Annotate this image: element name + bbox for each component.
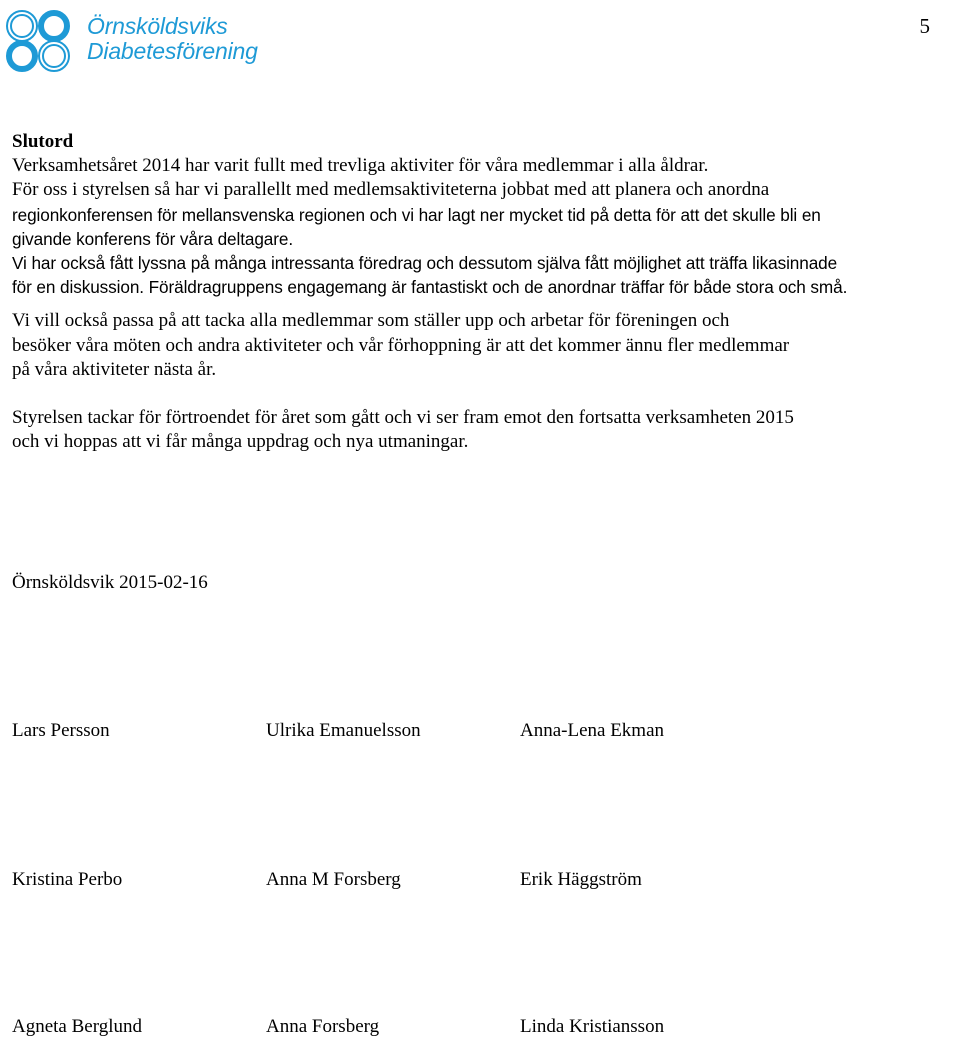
paragraph-line: på våra aktiviteter nästa år. xyxy=(12,358,217,380)
signature-row xyxy=(12,1016,952,1042)
signature-name: Agneta Berglund xyxy=(12,1016,142,1037)
paragraph-line: regionkonferensen för mellansvenska regionen och vi har lagt ner mycket tid på detta för att det skulle bli en xyxy=(12,204,821,225)
signature-name: Linda Kristiansson xyxy=(520,1016,665,1037)
signature-name: Ulrika Emanuelsson xyxy=(266,720,421,741)
paragraph-line: besöker våra möten och andra aktiviteter och vår förhoppning är att det kommer ännu fler medlemmar xyxy=(12,334,790,356)
paragraph-3 xyxy=(12,406,960,454)
paragraph-line: Vi vill också passa på att tacka alla medlemmar som ställer upp och arbetar för föreningen och xyxy=(12,310,730,332)
paragraph-line: Styrelsen tackar för förtroendet för året som gått och vi ser fram emot den fortsatta verksamheten 2015 xyxy=(12,407,794,429)
linked-rings-logo-icon xyxy=(0,4,76,78)
paragraph-line: För oss i styrelsen så har vi parallellt med medlemsaktiviteterna jobbat med att planera och anordna xyxy=(12,179,770,201)
signature-name: Lars Persson xyxy=(12,720,110,741)
paragraph-line: givande konferens för våra deltagare. xyxy=(12,228,294,249)
paragraph-1 xyxy=(12,154,960,299)
logo-line-2: Diabetesförening xyxy=(87,38,258,64)
organization-logo xyxy=(0,2,260,78)
signature-name: Anna-Lena Ekman xyxy=(520,720,665,741)
section-heading: Slutord xyxy=(12,131,74,152)
signature-name: Erik Häggström xyxy=(520,869,642,890)
signature-row xyxy=(12,869,952,895)
document-body xyxy=(12,130,960,454)
paragraph-line: Vi har också fått lyssna på många intressanta föredrag och dessutom själva fått möjlighet att träffa likasinnade xyxy=(12,253,838,274)
paragraph-line: Verksamhetsåret 2014 har varit fullt med trevliga aktiviter för våra medlemmar i alla åldrar. xyxy=(12,155,709,177)
place-and-date: Örnsköldsvik 2015-02-16 xyxy=(12,572,208,593)
logo-line-1: Örnsköldsviks xyxy=(87,13,228,39)
paragraph-line: för en diskussion. Föräldragruppens engagemang är fantastiskt och de anordnar träffar för både stora och små. xyxy=(12,277,848,298)
organization-name xyxy=(87,14,258,64)
signature-row xyxy=(12,720,952,746)
signature-name: Anna Forsberg xyxy=(266,1016,380,1037)
signature-name: Kristina Perbo xyxy=(12,869,123,890)
paragraph-line: och vi hoppas att vi får många uppdrag och nya utmaningar. xyxy=(12,431,469,453)
signature-name: Anna M Forsberg xyxy=(266,869,401,890)
page-number: 5 xyxy=(919,14,930,38)
paragraph-2 xyxy=(12,309,960,382)
